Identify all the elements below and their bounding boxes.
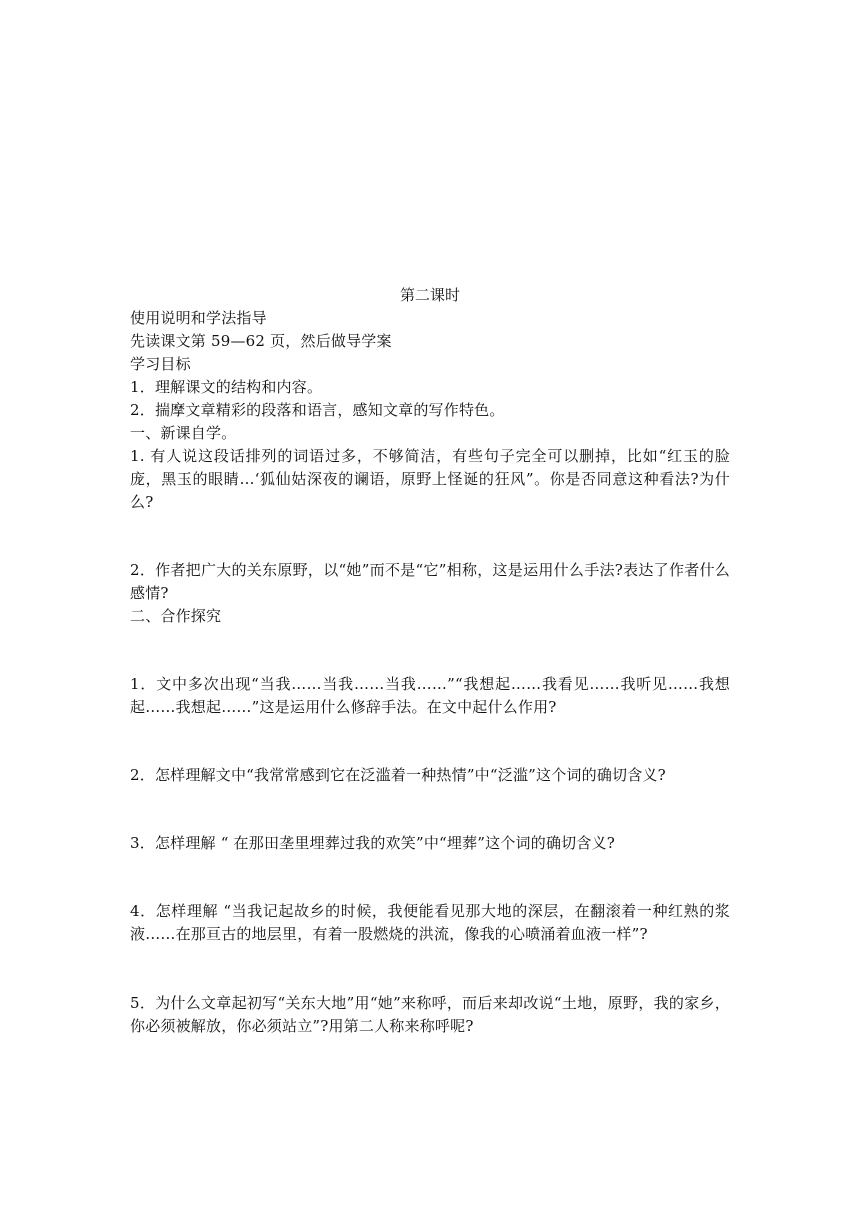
instructions-heading: 使用说明和学法指导 — [130, 309, 267, 327]
explore-question-1: 1．文中多次出现“当我……当我……当我……”“我想起……我看见……我听见……我想起……我想起……”这是运用什么修辞手法。在文中起什么作用? — [130, 675, 730, 716]
learning-goal-2: 2．揣摩文章精彩的段落和语言，感知文章的写作特色。 — [130, 401, 505, 419]
explore-question-3: 3．怎样理解 “ 在那田垄里埋葬过我的欢笑”中“埋葬”这个词的确切含义? — [130, 834, 615, 852]
learning-goals-heading: 学习目标 — [130, 355, 191, 373]
answer-space — [130, 946, 730, 992]
reading-instruction: 先读课文第 59—62 页，然后做导学案 — [130, 332, 392, 350]
answer-space — [130, 719, 730, 764]
section-cooperative-heading: 二、合作探究 — [130, 607, 222, 625]
answer-space — [130, 855, 730, 900]
self-study-question-2: 2．作者把广大的关东原野，以“她”而不是“它”相称，这是运用什么手法?表达了作者什么感情? — [130, 561, 730, 602]
explore-question-2: 2．怎样理解文中“我常常感到它在泛滥着一种热情”中“泛滥”这个词的确切含义? — [130, 766, 666, 784]
learning-goal-1: 1．理解课文的结构和内容。 — [130, 378, 323, 396]
self-study-question-1: 1. 有人说这段话排列的词语过多，不够简洁，有些句子完全可以删掉，比如“红玉的脸庞，黑玉的眼睛…‘狐仙姑深夜的谰语，原野上怪诞的狂风”。你是否同意这种看法?为什么? — [130, 447, 730, 511]
document-body — [130, 283, 730, 1038]
answer-space — [130, 514, 730, 559]
section-self-study-heading: 一、新课自学。 — [130, 424, 237, 442]
lesson-title: 第二课时 — [399, 286, 460, 304]
explore-question-4: 4．怎样理解 “当我记起故乡的时候，我便能看见那大地的深层，在翻滚着一种红熟的浆液……在那亘古的地层里，有着一股燃烧的洪流，像我的心喷涌着血液一样”? — [130, 902, 730, 943]
answer-space — [130, 787, 730, 832]
explore-question-5: 5．为什么文章起初写“关东大地”用“她”来称呼，而后来却改说“土地，原野，我的家乡，你必须被解放，你必须站立”?用第二人称来称呼呢? — [130, 994, 730, 1035]
answer-space — [130, 628, 730, 673]
